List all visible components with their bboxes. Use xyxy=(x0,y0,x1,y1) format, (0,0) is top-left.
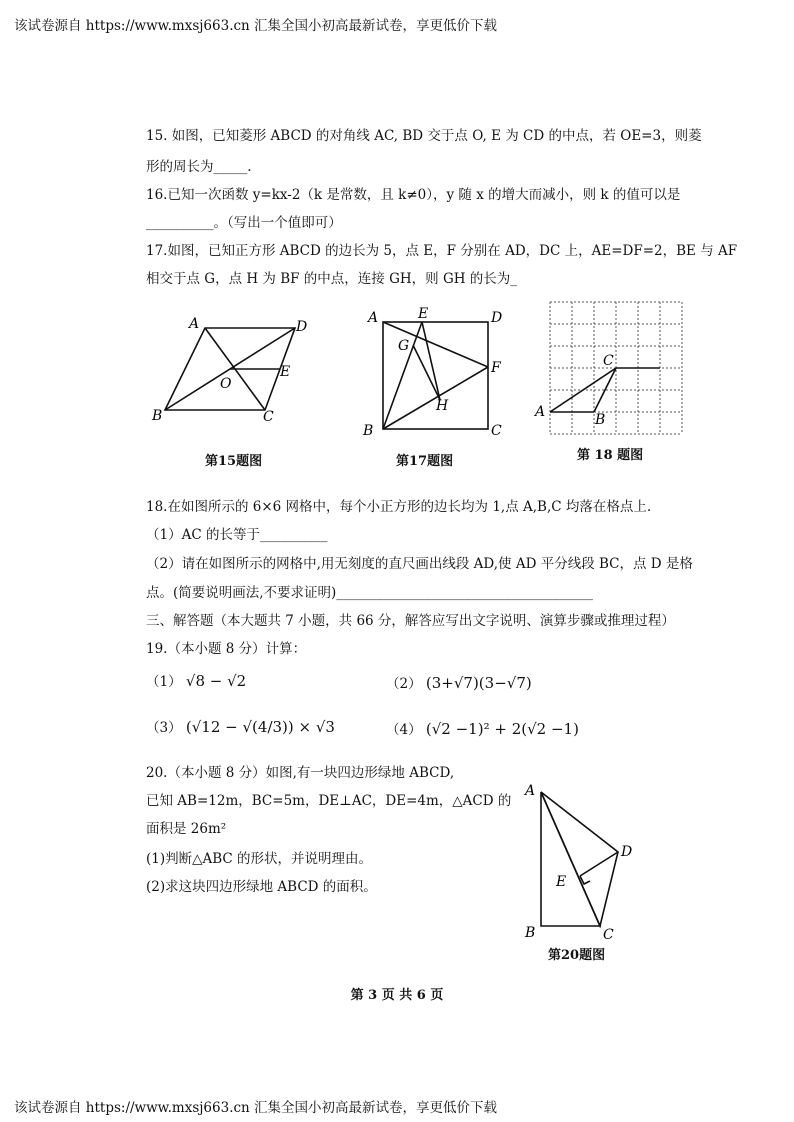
page-number: 第 3 页 共 6 页 xyxy=(350,988,444,1003)
section-3-heading: 三、解答题（本大题共 7 小题，共 66 分，解答应写出文字说明、演算步骤或推理过程） xyxy=(146,613,675,629)
label-h: H xyxy=(436,398,449,414)
figure-18-grid xyxy=(535,298,685,440)
label-d: D xyxy=(296,319,308,335)
label-o: O xyxy=(220,376,232,392)
q19-part-1-expr: √8 − √2 xyxy=(185,672,247,690)
q19-part-4 xyxy=(386,718,579,738)
figure-17-square xyxy=(358,302,518,442)
segment-eh xyxy=(422,322,440,400)
label-g: G xyxy=(398,338,410,354)
q17-line-1: 17.如图，已知正方形 ABCD 的边长为 5，点 E，F 分别在 AD，DC 上，AE=DF=2，BE 与 AF xyxy=(146,243,738,259)
label-b: B xyxy=(525,925,536,941)
figure-17-caption: 第17题图 xyxy=(396,454,454,469)
q20-line-4: (1)判断△ABC 的形状，并说明理由。 xyxy=(146,851,373,867)
q19-part-2 xyxy=(386,672,532,692)
label-b: B xyxy=(363,423,374,439)
label-e: E xyxy=(418,306,429,322)
label-c: C xyxy=(603,353,614,369)
q19-title: 19.（本小题 8 分）计算： xyxy=(146,641,307,657)
figure-20-quadrilateral xyxy=(518,780,648,943)
q20-line-2: 已知 AB=12m，BC=5m，DE⊥AC，DE=4m，△ACD 的 xyxy=(146,793,512,809)
label-b: B xyxy=(595,412,606,428)
label-a: A xyxy=(189,316,200,332)
label-c: C xyxy=(263,409,274,425)
q19-part-3-expr: (√12 − √(4/3)) × √3 xyxy=(185,718,335,736)
q20-line-3: 面积是 26m² xyxy=(146,821,227,837)
label-e: E xyxy=(280,364,291,380)
q18-line-4: 点。(简要说明画法,不要求证明)______________________________________ xyxy=(146,585,593,601)
figure-18-caption: 第 18 题图 xyxy=(577,448,644,463)
figure-15-caption: 第15题图 xyxy=(205,454,263,469)
label-f: F xyxy=(491,360,501,376)
label-d: D xyxy=(491,310,503,326)
figure-15-rhombus xyxy=(145,310,308,430)
q15-line-1: 15. 如图，已知菱形 ABCD 的对角线 AC, BD 交于点 O, E 为 CD 的中点，若 OE=3，则菱 xyxy=(146,128,702,144)
label-d: D xyxy=(621,844,633,860)
q15-line-2: 形的周长为_____. xyxy=(146,159,252,175)
q19-part-3 xyxy=(146,718,335,737)
label-c: C xyxy=(491,423,502,439)
label-a: A xyxy=(535,404,546,420)
q18-line-2: （1）AC 的长等于__________ xyxy=(146,527,328,543)
q19-part-4-label: （4） xyxy=(386,722,422,738)
bottom-banner: 该试卷源自 https://www.mxsj663.cn 汇集全国小初高最新试卷，享更低价下载 xyxy=(14,1100,498,1116)
label-e: E xyxy=(556,874,567,890)
label-c: C xyxy=(603,927,614,943)
figure-20-caption: 第20题图 xyxy=(548,948,606,963)
q20-line-5: (2)求这块四边形绿地 ABCD 的面积。 xyxy=(146,879,377,895)
q19-part-1 xyxy=(146,672,246,691)
top-banner: 该试卷源自 https://www.mxsj663.cn 汇集全国小初高最新试卷，享更低价下载 xyxy=(14,18,498,34)
q19-part-1-label: （1） xyxy=(146,674,182,690)
q20-line-1: 20.（本小题 8 分）如图,有一块四边形绿地 ABCD, xyxy=(146,765,455,781)
label-b: B xyxy=(152,408,163,424)
q17-line-2: 相交于点 G，点 H 为 BF 的中点，连接 GH，则 GH 的长为_ xyxy=(146,271,518,287)
q19-part-2-expr: (3+√7)(3−√7) xyxy=(425,674,532,692)
q19-part-2-label: （2） xyxy=(386,676,422,692)
q18-line-3: （2）请在如图所示的网格中,用无刻度的直尺画出线段 AD,使 AD 平分线段 BC，点 D 是格 xyxy=(146,556,693,572)
q19-part-4-expr: (√2 −1)² + 2(√2 −1) xyxy=(425,720,579,738)
q18-line-1: 18.在如图所示的 6×6 网格中，每个小正方形的边长均为 1,点 A,B,C 均落在格点上. xyxy=(146,499,652,515)
label-a: A xyxy=(368,310,379,326)
segment-gh xyxy=(413,345,440,400)
q16-line-2: __________。（写出一个值即可） xyxy=(146,215,342,231)
label-a: A xyxy=(525,783,536,799)
q16-line-1: 16.已知一次函数 y=kx-2（k 是常数，且 k≠0），y 随 x 的增大而减小，则 k 的值可以是 xyxy=(146,187,681,203)
q19-part-3-label: （3） xyxy=(146,720,182,736)
